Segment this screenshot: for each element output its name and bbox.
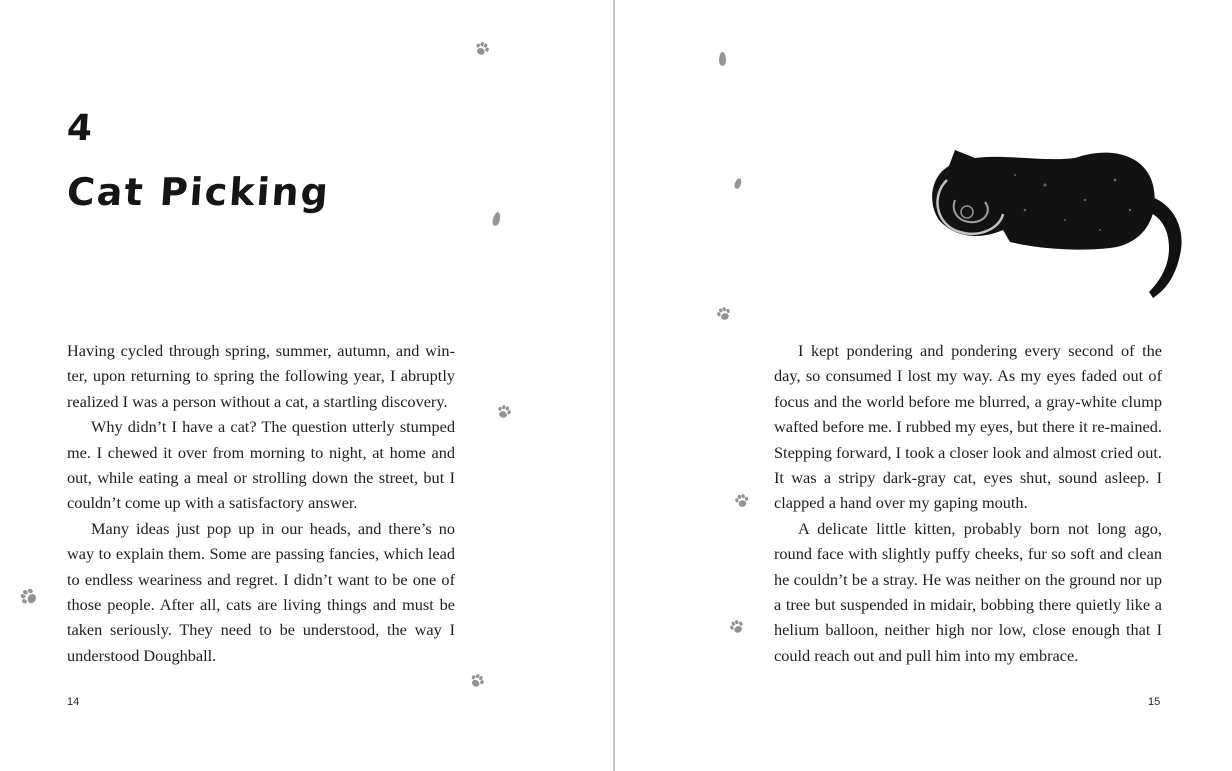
paw-print-icon (470, 37, 494, 61)
right-body-text (774, 338, 1162, 668)
black-cat-illustration (925, 140, 1190, 300)
paragraph: Many ideas just pop up in our heads, and there’s no way to explain them. Some are passing fancies, which lead to endless weariness and regret. I didn’t want to be one of those people. After all, cats are living things and must be taken seriously. They need to be understood, the way I understood Doughball. (67, 518, 455, 665)
paw-print-icon (492, 400, 515, 423)
paw-mark-icon (491, 211, 501, 226)
chapter-number: 4 (65, 108, 95, 149)
paw-print-icon (732, 491, 753, 512)
paw-print-icon (14, 582, 44, 612)
paragraph: Why didn’t I have a cat? The question utterly stumped me. I chewed it over from morning to night, at home and out, while eating a meal or strolling down the street, but I couldn’t come up with a satisfactory answer. (67, 417, 455, 513)
paw-mark-icon (719, 52, 726, 66)
paragraph: Having cycled through spring, summer, autumn, and win-ter, upon returning to spring the following year, I abruptly realized I was a person without a cat, a startling discovery. (67, 341, 455, 411)
chapter-title: Cat Picking (65, 170, 332, 214)
paragraph: A delicate little kitten, probably born not long ago, round face with slightly puffy cheeks, fur so soft and clean he couldn’t be a stray. He was neither on the ground nor up a tree but suspended in midair, bobbing there quietly like a helium balloon, neither high nor low, close enough that I could reach out and pull him into my embrace. (774, 518, 1162, 665)
page-number: 15 (1148, 696, 1161, 708)
left-body-text (67, 338, 455, 668)
left-page (0, 0, 613, 771)
paragraph: I kept pondering and pondering every second of the day, so consumed I lost my way. As my eyes faded out of focus and the world before me blurred, a gray-white clump wafted before me. I rubbed my eyes, but there it re-mained. Stepping forward, I took a closer look and almost cried out. It was a stripy dark-gray cat, eyes shut, sound asleep. I clapped a hand over my gaping mouth. (774, 341, 1162, 513)
page-number: 14 (67, 696, 80, 708)
paw-print-icon (465, 669, 490, 694)
